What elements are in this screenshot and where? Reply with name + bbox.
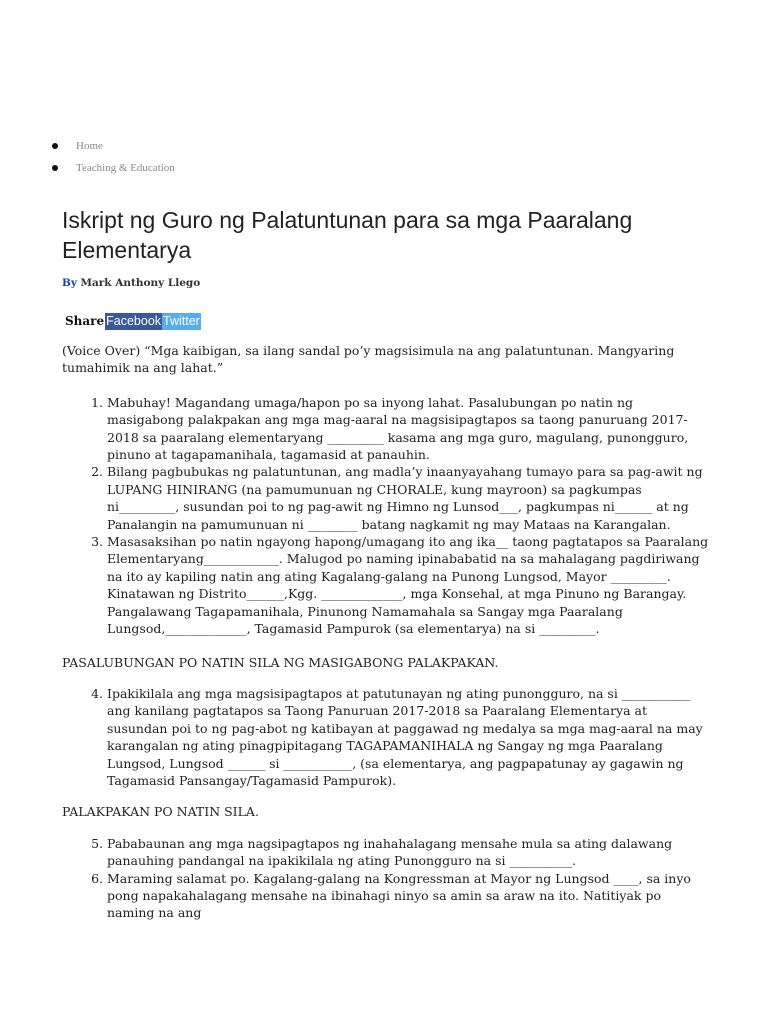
list-item: 2. Bilang pagbubukas ng palatuntunan, ang madla’y inaanyayahang tumayo para sa pag-awit ng LUPANG HINIRANG (na pamumunuan ng CHORALE, kung mayroon) sa pagkumpas ni_________, susundan poi to ng pag-awit ng Himno ng Lunsod___, pagkumpas ni______ at ng Panalangin na pamumunuan ni ________ batang nagkamit ng may Mataas na Karangalan. (107, 463, 710, 533)
breadcrumb (50, 138, 175, 182)
numbered-list-2 (62, 685, 710, 789)
intro-paragraph: (Voice Over) “Mga kaibigan, sa ilang sandal po’y magsisimula na ang palatuntunan. Mangyaring tumahimik na ang lahat.” (62, 343, 675, 376)
bullet-icon (52, 165, 58, 171)
byline-prefix: By (62, 277, 77, 289)
breadcrumb-link-home[interactable]: Home (76, 140, 103, 152)
facebook-share-button[interactable]: Facebook (106, 313, 162, 328)
share-label: Share (65, 314, 105, 328)
list-item: 6. Maraming salamat po. Kagalang-galang na Kongressman at Mayor ng Lungsod ____, sa inyo pong napakahalagang mensahe na ibinahagi ninyo sa amin sa araw na ito. Natitiyak po naming na ang (107, 870, 710, 922)
author-link[interactable]: Mark Anthony Llego (80, 277, 201, 289)
breadcrumb-link-teaching[interactable]: Teaching & Education (76, 162, 175, 174)
article-body (62, 342, 710, 936)
list-item: 5. Pababaunan ang mga nagsipagtapos ng inahahalagang mensahe mula sa ating dalawang panauhing pandangal na ipakikilala ng ating Punongguro na si __________. (107, 835, 710, 870)
page-title: Iskript ng Guro ng Palatuntunan para sa mga Paaralang Elementarya (62, 207, 633, 263)
section-heading: PASALUBUNGAN PO NATIN SILA NG MASIGABONG PALAKPAKAN. (62, 654, 499, 670)
twitter-share-button[interactable]: Twitter (163, 313, 200, 328)
bullet-icon (52, 143, 58, 149)
share-bar (65, 312, 201, 330)
breadcrumb-item-teaching[interactable] (50, 160, 175, 182)
numbered-list-1 (62, 394, 710, 638)
list-item: 3. Masasaksihan po natin ngayong hapong/umagang ito ang ika__ taong pagtatapos sa Paaralang Elementaryang____________. Malugod po naming ipinababatid na sa mahalagang pagdiriwang na ito ay kapiling natin ang ating Kagalang-galang na Punong Lungsod, Mayor _________. Kinatawan ng Distrito______,Kgg. _____________, mga Konsehal, at mga Pinuno ng Barangay. Pangalawang Tagapamanihala, Pinunong Namamahala sa Sangay mga Paaralang Lungsod,_____________, Tagamasid Pampurok (sa elementarya) na si _________. (107, 533, 710, 637)
breadcrumb-item-home[interactable] (50, 138, 175, 160)
byline (62, 277, 200, 289)
list-item: 4. Ipakikilala ang mga magsisipagtapos at patutunayan ng ating punongguro, na si ___________ ang kanilang pagtatapos sa Taong Panuruan 2017-2018 sa Paaralang Elementarya at susundan poi to ng pag-abot ng katibayan at paggawad ng medalya sa mga mag-aaral na may karangalan ng ating pinagpipitagang TAGAPAMANIHALA ng Sangay ng mga Paaralang Lungsod, Lungsod ______ si ___________, (sa elementarya, ang pagpapatunay ay gagawin ng Tagamasid Pansangay/Tagamasid Pampurok). (107, 685, 710, 789)
section-heading: PALAKPAKAN PO NATIN SILA. (62, 804, 259, 820)
numbered-list-3 (62, 835, 710, 922)
list-item: 1. Mabuhay! Magandang umaga/hapon po sa inyong lahat. Pasalubungan po natin ng masigabong palakpakan ang mga mag-aaral na magsisipagtapos sa taong panuruang 2017-2018 sa paaralang elementaryang _________ kasama ang mga guro, magulang, punongguro, pinuno at tagapamanihala, tagamasid at panauhin. (107, 394, 710, 464)
